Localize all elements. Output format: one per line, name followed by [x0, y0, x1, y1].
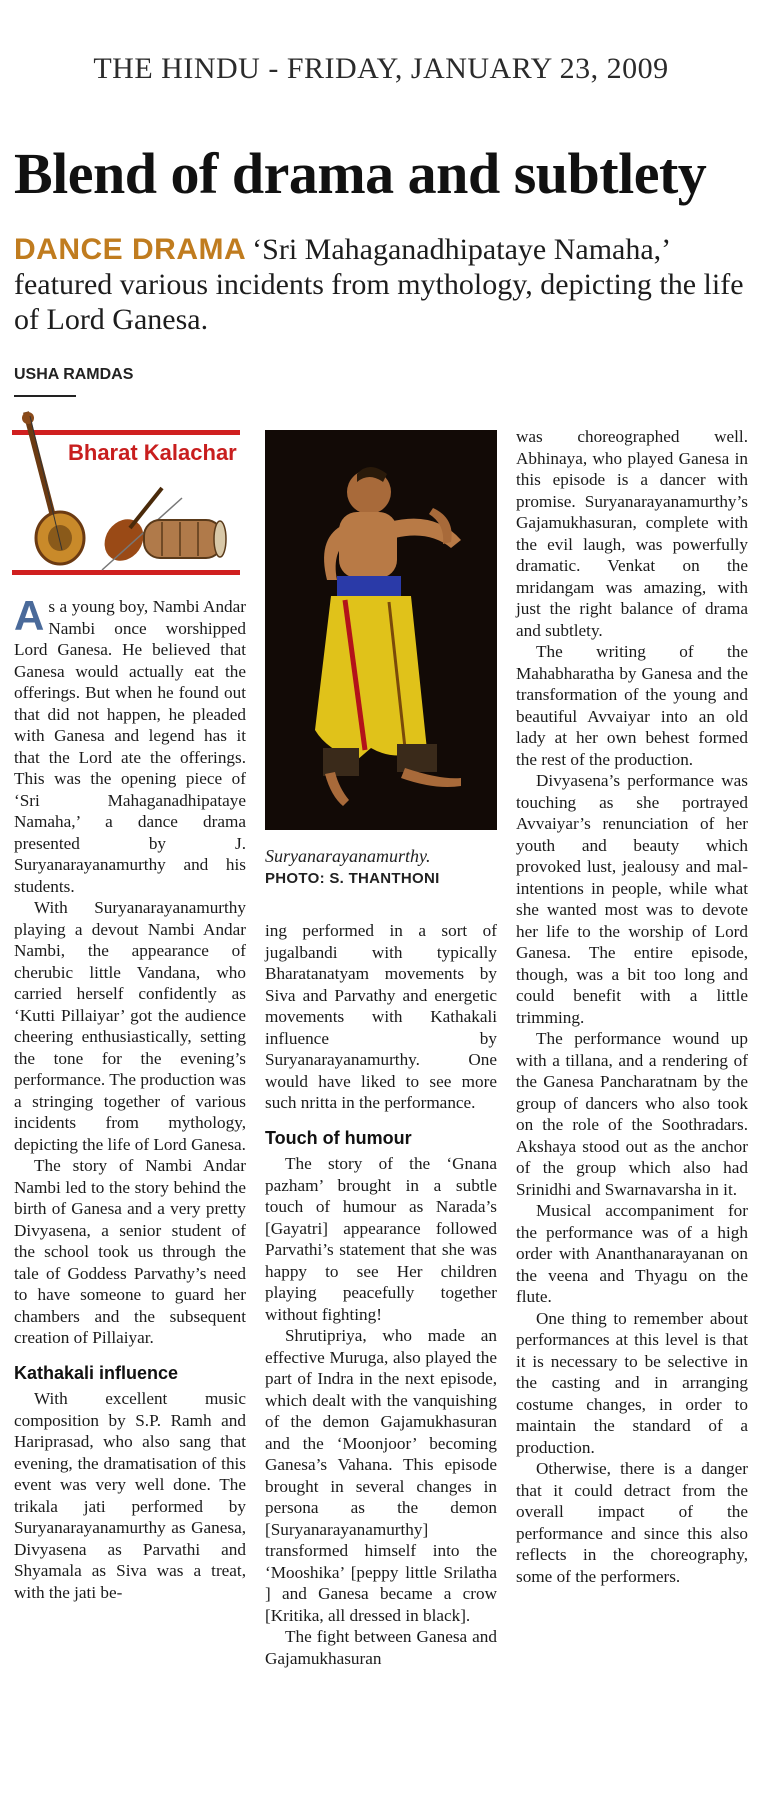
paragraph: Divyasena’s performance was touching as she portrayed Avvaiyar’s renunciation of her youth and beauty which provoked lust, jealousy and mal-intentions in people, while what she wanted most was to devote her life to the worship of Lord Ganesa. The entire episode, though, was a bit too long and could benefit with a little trimming.: [516, 771, 748, 1027]
deck: [14, 232, 749, 337]
logo-title: Bharat Kalachar: [68, 440, 237, 465]
instruments-illustration: [12, 410, 240, 578]
deck-text: ‘Sri Mahaganadhipataye Namaha,’ featured various incidents from mythology, depicting the life of Lord Ganesa.: [14, 233, 744, 336]
article-column-2: [265, 920, 497, 1669]
paragraph-text: s a young boy, Nambi Andar Nambi once worshipped Lord Ganesa. He believed that Ganesa would actually eat the offerings. But when he found out that did not happen, he pleaded with Ganesa and legend has it that the Lord ate the offerings. This was the opening piece of ‘Sri Mahaganadhipataye Namaha,’ a dance drama presented by J. Suryanarayanamurthy and his students.: [14, 597, 246, 896]
paragraph: Otherwise, there is a danger that it could detract from the overall impact of the performance and since this also reflects in the choreography, some of the performers.: [516, 1459, 748, 1586]
paragraph: The performance wound up with a tillana, and a rendering of the Ganesa Pancharatnam by the group of dancers who also took on the role of the Soothradars. Akshaya stood out as the anchor of the group which also had Srinidhi and Swarnavarsha in it.: [516, 1029, 748, 1199]
paragraph: Musical accompaniment for the performance was of a high order with Ananthanarayanan on the veena and Thyagu on the flute.: [516, 1201, 748, 1306]
dancer-illustration: [265, 430, 497, 830]
veena-icon: [22, 412, 84, 564]
dancer-photo: [265, 430, 497, 830]
photo-caption: [265, 846, 505, 887]
paragraph: With Suryanarayanamurthy playing a devout Nambi Andar Nambi, the appearance of cherubic little Vandana, who carried herself confidently as ‘Kutti Pillaiyar’ got the audience cheering enthusiastically, setting the tone for the evening’s performance. The production was a stringing together of various incidents from mythology, depicting the life of Lord Ganesa.: [14, 898, 246, 1154]
paragraph: The fight between Ganesa and Gajamukhasuran: [265, 1627, 497, 1668]
article-column-3: [516, 426, 748, 1587]
drop-cap: A: [14, 592, 45, 639]
byline: USHA RAMDAS: [14, 366, 134, 383]
headline: Blend of drama and subtlety: [14, 141, 707, 206]
deck-kicker: DANCE DRAMA: [14, 233, 247, 266]
mridangam-icon: [144, 520, 226, 558]
paragraph: With excellent music composition by S.P. Ramh and Hariprasad, who also sang that evening, the dramatisation of this event was very well done. The trikala jati performed by Suryanarayanamurthy as Ganesa, Divyasena as Parvathi and Shyamala as Siva was a treat, with the jati be-: [14, 1389, 246, 1602]
paragraph: ing performed in a sort of jugalbandi with typically Bharatanatyam movements by Siva and Parvathy and energetic movements with Kathakali influence by Suryanarayanamurthy. One would have liked to see more such nritta in the performance.: [265, 921, 497, 1112]
caption-text: Suryanarayanamurthy.: [265, 846, 431, 866]
photo-credit: PHOTO: S. THANTHONI: [265, 870, 440, 887]
subheading: Kathakali influence: [14, 1362, 179, 1383]
paragraph: The writing of the Mahabharatha by Ganesa and the transformation of the young and beautiful Avvaiyar into an old lady at her own behest formed the rest of the production.: [516, 642, 748, 769]
paragraph: [14, 592, 246, 897]
paragraph: The story of Nambi Andar Nambi led to the story behind the birth of Ganesa and a very pretty Divyasena, a senior student of the school took us through the tale of Goddess Parvathy’s need to have someone to guard her chambers and the subsequent creation of Pillaiyar.: [14, 1156, 246, 1347]
paragraph: was choreographed well. Abhinaya, who played Ganesa in this episode is a dancer with promise. Suryanarayanamurthy’s Gajamukhasuran, complete with the evil laugh, was powerfully dramatic. Venkat on the mridangam was amazing, with just the right balance of drama and subtlety.: [516, 427, 748, 640]
masthead: THE HINDU - FRIDAY, JANUARY 23, 2009: [93, 52, 669, 85]
byline-rule: [14, 395, 76, 397]
article-column-1: [14, 592, 246, 1603]
bharat-kalachar-logo: [12, 410, 240, 578]
paragraph: Shrutipriya, who made an effective Muruga, also played the part of Indra in the next episode, which dealt with the vanquishing of the demon Gajamukhasuran and the ‘Moonjoor’ becoming Ganesa’s Vahana. This episode brought in several changes in persona as the demon [Suryanarayanamurthy] transformed himself into the ‘Mooshika’ [peppy little Srilatha ] and Ganesa became a crow [Kritika, all dressed in black].: [265, 1326, 497, 1625]
paragraph: The story of the ‘Gnana pazham’ brought in a subtle touch of humour as Narada’s [Gayatri] appearance followed Parvathi’s statement that she was happy to see Her children playing peacefully together without fighting!: [265, 1154, 497, 1324]
paragraph: One thing to remember about performances at this level is that it is necessary to be selective in the casting and in arranging costume changes, in order to maintain the standard of a production.: [516, 1308, 748, 1457]
subheading: Touch of humour: [265, 1127, 412, 1148]
